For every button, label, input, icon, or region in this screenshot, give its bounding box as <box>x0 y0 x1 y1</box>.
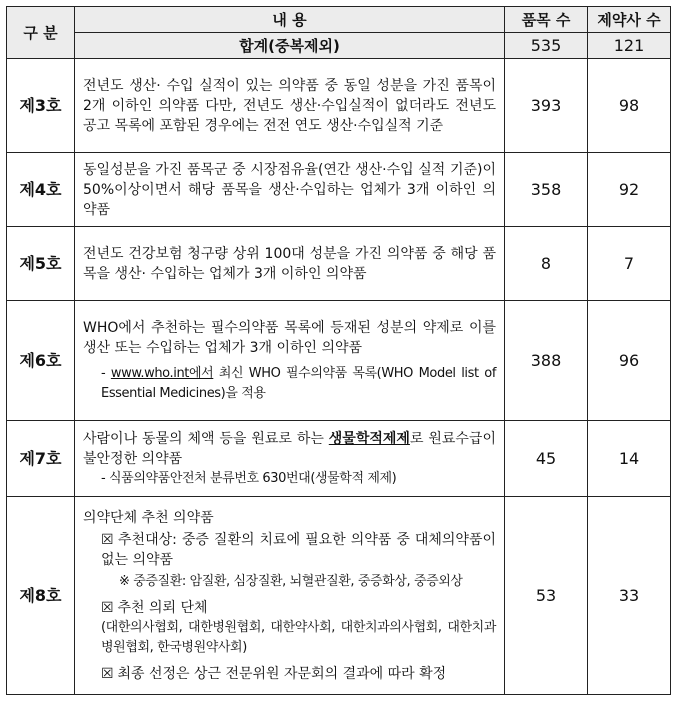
row-label: 제6호 <box>7 301 75 421</box>
row-desc: 동일성분을 가진 품목군 중 시장점유율(연간 생산·수입 실적 기준)이 50%이상이면서 해당 품목을 생산·수입하는 업체가 3개 이하인 의약품 <box>75 153 505 227</box>
recommend-target <box>83 530 496 570</box>
checkbox-icon: ☒ <box>101 531 114 548</box>
checkbox-icon: ☒ <box>101 665 114 682</box>
row-desc-main: 의약단체 추천 의약품 <box>83 509 214 526</box>
row-desc-main <box>83 429 496 469</box>
row-desc: 전년도 건강보험 청구량 상위 100대 성분을 가진 의약품 중 해당 품목을 생산· 수입하는 업체가 3개 이하인 의약품 <box>75 227 505 301</box>
row-label: 제5호 <box>7 227 75 301</box>
row-desc <box>75 497 505 695</box>
header-items: 품목 수 <box>505 7 588 33</box>
org-list: (대한의사협회, 대한병원협회, 대한약사회, 대한치과의사협회, 대한치과병원협회, 한국병원약사회) <box>101 619 496 655</box>
row-companies: 33 <box>588 497 671 695</box>
who-link[interactable]: www.who.int에서 <box>110 365 214 381</box>
row-items: 45 <box>505 421 588 497</box>
table-row <box>7 301 671 421</box>
table-row <box>7 59 671 153</box>
row-items: 358 <box>505 153 588 227</box>
final-text: 최종 선정은 상근 전문위원 자문회의 결과에 따라 확정 <box>117 665 447 682</box>
total-items: 535 <box>505 33 588 59</box>
org-title <box>83 598 496 618</box>
desc-text: 로 원료수급이 불안정한 의약품 <box>83 430 496 467</box>
desc-text: 사람이나 동물의 체액 등을 원료로 하는 <box>83 430 329 447</box>
row-items: 393 <box>505 59 588 153</box>
table-row <box>7 153 671 227</box>
table-row <box>7 497 671 695</box>
row-companies: 7 <box>588 227 671 301</box>
who-note-prefix: - <box>101 365 111 381</box>
header-companies: 제약사 수 <box>588 7 671 33</box>
row-companies: 92 <box>588 153 671 227</box>
who-note-text: 최신 WHO 필수의약품 목록(WHO Model list of Essential Medicines)을 적용 <box>101 365 496 401</box>
header-category: 구 분 <box>7 7 75 59</box>
drug-list-table <box>6 6 671 695</box>
row-items: 388 <box>505 301 588 421</box>
final-selection <box>83 664 496 684</box>
total-companies: 121 <box>588 33 671 59</box>
row-label: 제7호 <box>7 421 75 497</box>
target-text: 추천대상: 중증 질환의 치료에 필요한 의약품 중 대체의약품이 없는 의약품 <box>101 531 497 568</box>
emphasis-text: 생물학적제제 <box>328 430 410 447</box>
row-label: 제8호 <box>7 497 75 695</box>
org-title-text: 추천 의뢰 단체 <box>117 599 208 616</box>
table-row <box>7 227 671 301</box>
row-items: 8 <box>505 227 588 301</box>
header-content: 내 용 <box>75 7 505 33</box>
row-companies: 14 <box>588 421 671 497</box>
severe-disease-note: ※ 중증질환: 암질환, 심장질환, 뇌혈관질환, 중증화상, 중증외상 <box>119 573 463 589</box>
row-desc <box>75 421 505 497</box>
row-label: 제4호 <box>7 153 75 227</box>
row-items: 53 <box>505 497 588 695</box>
row-desc: 전년도 생산· 수입 실적이 있는 의약품 중 동일 성분을 가진 품목이 2개 이하인 의약품 다만, 전년도 생산·수입실적이 없더라도 전년도 공고 목록에 포함된 경우에는 전전 연도 생산·수입실적 기준 <box>75 59 505 153</box>
row-desc-main: WHO에서 추천하는 필수의약품 목록에 등재된 성분의 약제로 이를 생산 또는 수입하는 업체가 3개 이하인 의약품 <box>83 319 496 356</box>
table-row <box>7 421 671 497</box>
classification-note: - 식품의약품안전처 분류번호 630번대(생물학적 제제) <box>101 470 397 486</box>
who-note <box>83 364 496 404</box>
total-label: 합계(중복제외) <box>75 33 505 59</box>
row-companies: 96 <box>588 301 671 421</box>
row-companies: 98 <box>588 59 671 153</box>
checkbox-icon: ☒ <box>101 599 114 616</box>
row-label: 제3호 <box>7 59 75 153</box>
row-desc <box>75 301 505 421</box>
